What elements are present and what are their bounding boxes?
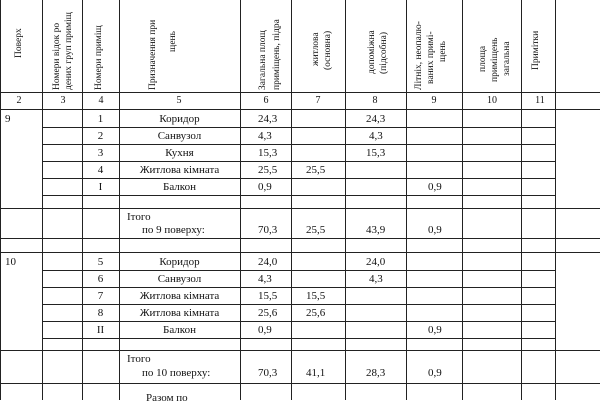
col-number: 9 [431,95,437,106]
room-total-area: 0,9 [258,324,272,336]
room-aux-area: 4,3 [369,130,383,142]
grid-line [555,0,556,400]
room-number: 4 [97,164,104,176]
header-total-area-line2: приміщень, підра [272,19,282,90]
room-purpose: Балкон [163,181,196,193]
header-summer-area-line2: приміщень [490,37,500,82]
grid-line [0,238,600,239]
grid-line [0,109,600,110]
header-total-area-line1: Загальна площ [258,30,268,90]
col-number: 5 [176,95,182,106]
room-living-area: 15,5 [306,290,326,302]
header-group-numbers-line2: дених груп приміщ [64,12,74,90]
room-total-area: 15,3 [258,147,278,159]
total-label: Ітого [127,211,151,223]
grid-line [291,0,292,400]
room-total-area: 25,6 [258,307,278,319]
col-number: 4 [98,95,104,106]
header-floor: Поверх [14,28,24,58]
room-purpose: Коридор [159,113,200,125]
grid-line [521,0,522,400]
room-purpose: Санвузол [157,273,202,285]
grid-line [42,321,556,322]
room-total-area: 15,5 [258,290,278,302]
grid-line [42,304,556,305]
header-summer-line3: щень [438,41,448,62]
grid-line [0,350,600,351]
room-purpose: Кухня [165,147,194,159]
grid-line [42,127,556,128]
room-number: 5 [97,256,104,268]
room-number: I [98,181,103,193]
total-label: Ітого [127,353,151,365]
room-total-area: 24,0 [258,256,278,268]
room-purpose: Житлова кімната [139,307,220,319]
header-living-line1: житлова [311,32,321,66]
grid-line [42,287,556,288]
header-summer-line2: ваних примі- [426,31,436,84]
col-number: 8 [372,95,378,106]
room-total-area: 4,3 [258,273,272,285]
col-number: 11 [535,95,545,106]
total-living-area: 41,1 [306,367,326,379]
col-number: 2 [16,95,22,106]
grid-line [42,338,556,339]
room-number: 7 [97,290,104,302]
grid-line [462,0,463,400]
floor-label: 10 [5,256,16,268]
grid-line [0,383,600,384]
total-aux-area: 43,9 [366,224,386,236]
room-number: 6 [97,273,104,285]
grand-total-label: Разом по [146,392,188,404]
total-label: по 10 поверху: [142,367,211,379]
floor-label: 9 [5,113,11,125]
header-aux-line1: допоміжна [367,30,377,74]
col-number: 6 [263,95,269,106]
header-summer-area-line3: загальна [502,41,512,76]
room-number: II [96,324,105,336]
header-room-numbers: Номери приміщ [94,25,104,90]
room-total-area: 25,5 [258,164,278,176]
room-purpose: Житлова кімната [139,290,220,302]
total-label: по 9 поверху: [142,224,205,236]
room-living-area: 25,5 [306,164,326,176]
room-living-area: 25,6 [306,307,326,319]
header-purpose-line1: Призначення при [148,19,158,90]
room-purpose: Коридор [159,256,200,268]
total-area: 70,3 [258,224,278,236]
grid-line [42,144,556,145]
room-aux-area: 4,3 [369,273,383,285]
total-aux-area: 28,3 [366,367,386,379]
total-summer-area: 0,9 [428,367,442,379]
grid-line [0,208,600,209]
room-number: 2 [97,130,104,142]
grid-line [42,178,556,179]
grid-line [42,270,556,271]
room-total-area: 0,9 [258,181,272,193]
room-summer-area: 0,9 [428,324,442,336]
grid-line [0,0,1,400]
room-aux-area: 24,0 [366,256,386,268]
grid-line [42,161,556,162]
room-number: 3 [97,147,104,159]
header-aux-line2: (підсобна) [379,32,389,74]
header-summer-area-line1: площа [478,45,488,72]
header-notes: Примітки [531,30,541,70]
grid-line [119,0,120,400]
grid-line [406,0,407,400]
room-total-area: 24,3 [258,113,278,125]
room-number: 1 [97,113,104,125]
col-number: 3 [60,95,66,106]
header-group-numbers-line1: Номери відок ро [52,22,62,90]
room-purpose: Санвузол [157,130,202,142]
header-purpose-line2: щень [168,31,178,52]
room-purpose: Житлова кімната [139,164,220,176]
grid-line [0,252,600,253]
room-aux-area: 24,3 [366,113,386,125]
grid-line [82,0,83,400]
total-living-area: 25,5 [306,224,326,236]
grid-line [345,0,346,400]
grid-line [42,195,556,196]
header-living-line2: (основна) [323,30,333,70]
total-summer-area: 0,9 [428,224,442,236]
grid-line [0,92,600,93]
room-purpose: Балкон [163,324,196,336]
col-number: 7 [315,95,321,106]
col-number: 10 [487,95,497,106]
room-number: 8 [97,307,104,319]
grid-line [240,0,241,400]
total-area: 70,3 [258,367,278,379]
room-total-area: 4,3 [258,130,272,142]
room-summer-area: 0,9 [428,181,442,193]
room-aux-area: 15,3 [366,147,386,159]
grid-line [42,0,43,400]
header-summer-line1: Літніх, неопалю- [414,21,424,90]
